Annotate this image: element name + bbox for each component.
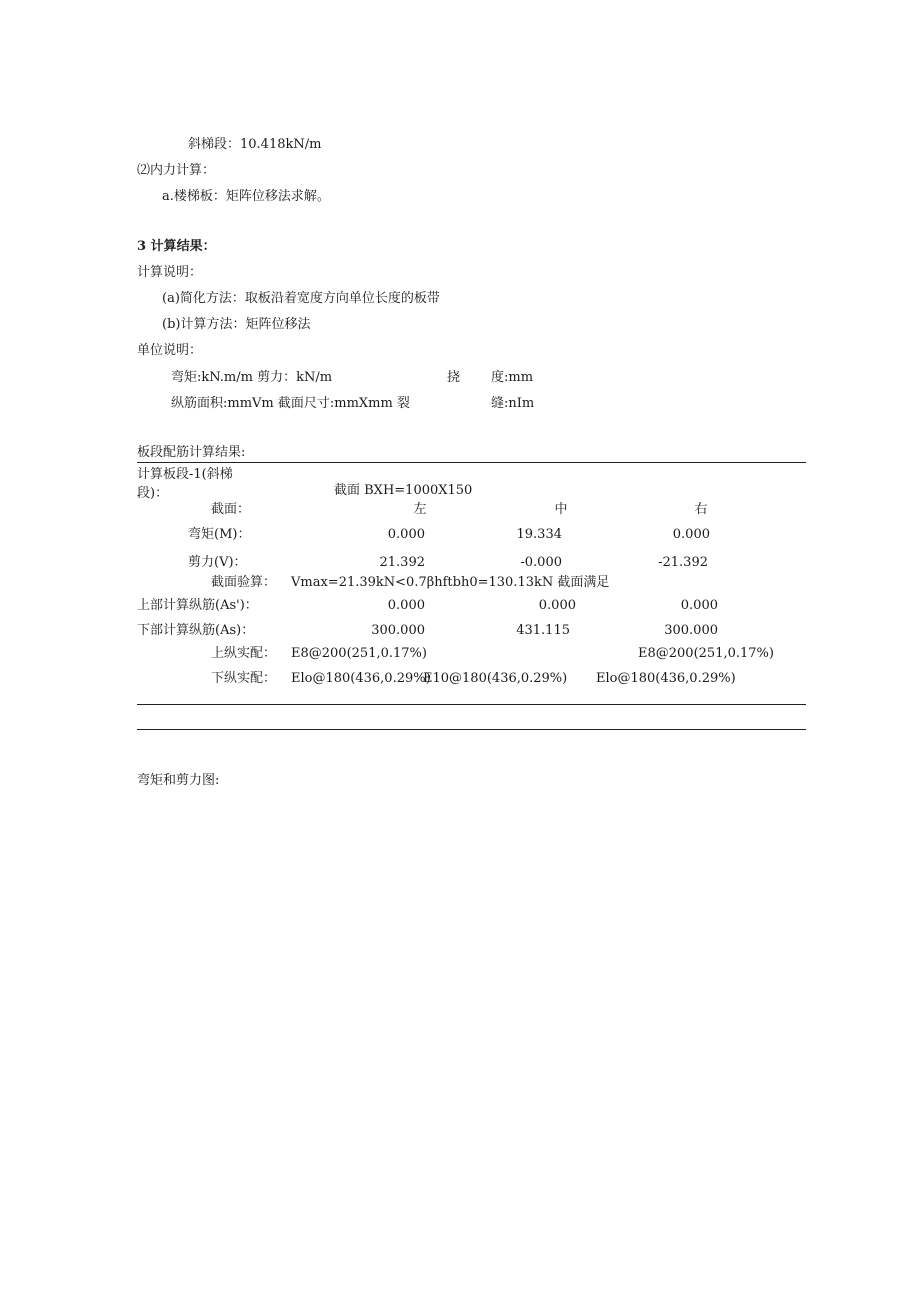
bottom-calc-right: 300.000 (664, 623, 718, 638)
bottom-calc-left: 300.000 (371, 623, 425, 638)
table-bottom-rule (137, 704, 806, 705)
bottom-calc-mid: 431.115 (516, 623, 570, 638)
unit-line1-mid: 挠 (447, 370, 461, 385)
table-title: 板段配筋计算结果: (137, 445, 246, 460)
check-value: Vmax=21.39kN<0.7βhftbh0=130.13kN 截面满足 (291, 575, 610, 590)
moment-left: 0.000 (387, 527, 425, 542)
col-header-left: 左 (413, 502, 427, 517)
unit-line1-left: 弯矩:kN.m/m 剪力：kN/m (171, 370, 333, 385)
unit-line2-left: 纵筋面积:mmVm 截面尺寸:mmXmm 裂 (171, 396, 410, 411)
shear-right: -21.392 (658, 555, 708, 570)
col-header-mid: 中 (554, 502, 568, 517)
bottom-calc-label: 下部计算纵筋(As)： (137, 623, 255, 638)
bottom-actual-right: Elo@180(436,0.29%) (596, 671, 736, 686)
bottom-actual-left: Elo@180(436,0.29%) (291, 671, 431, 686)
top-actual-label: 上纵实配： (211, 646, 277, 661)
segment-label-line2: 段)： (137, 486, 169, 501)
top-calc-left: 0.000 (387, 598, 425, 613)
unit-line2-right: 缝:nIm (491, 396, 535, 411)
calc-note-a: (a)简化方法：取板沿着宽度方向单位长度的板带 (162, 291, 440, 306)
top-calc-right: 0.000 (680, 598, 718, 613)
section-label: 截面： (211, 502, 251, 517)
results-heading: 3 计算结果： (137, 239, 216, 254)
top-actual-right: E8@200(251,0.17%) (638, 646, 774, 661)
internal-force-heading: ⑵内力计算： (137, 163, 216, 178)
shear-label: 剪力(V)： (188, 555, 247, 570)
shear-mid: -0.000 (520, 555, 562, 570)
incline-load-text: 斜梯段：10.418kN/m (188, 137, 322, 152)
diagram-heading: 弯矩和剪力图: (137, 773, 220, 788)
table-top-rule (137, 462, 806, 463)
moment-label: 弯矩(M)： (188, 527, 251, 542)
top-actual-left: E8@200(251,0.17%) (291, 646, 427, 661)
moment-right: 0.000 (672, 527, 710, 542)
top-calc-mid: 0.000 (538, 598, 576, 613)
unit-label: 单位说明： (137, 343, 203, 358)
calc-note-b: (b)计算方法：矩阵位移法 (162, 317, 311, 332)
bottom-actual-mid: E10@180(436,0.29%) (423, 671, 568, 686)
internal-force-method: a.楼梯板：矩阵位移法求解。 (162, 189, 330, 204)
moment-mid: 19.334 (516, 527, 562, 542)
segment-label-line1: 计算板段-1(斜梯 (137, 467, 233, 482)
unit-line1-right: 度:mm (491, 370, 534, 385)
section-size: 截面 BXH=1000X150 (334, 483, 473, 498)
section-end-rule (137, 729, 806, 730)
calc-note-label: 计算说明： (137, 265, 203, 280)
col-header-right: 右 (694, 502, 708, 517)
check-label: 截面验算： (211, 575, 277, 590)
bottom-actual-label: 下纵实配： (211, 671, 277, 686)
top-calc-label: 上部计算纵筋(As')： (137, 598, 258, 613)
shear-left: 21.392 (379, 555, 425, 570)
